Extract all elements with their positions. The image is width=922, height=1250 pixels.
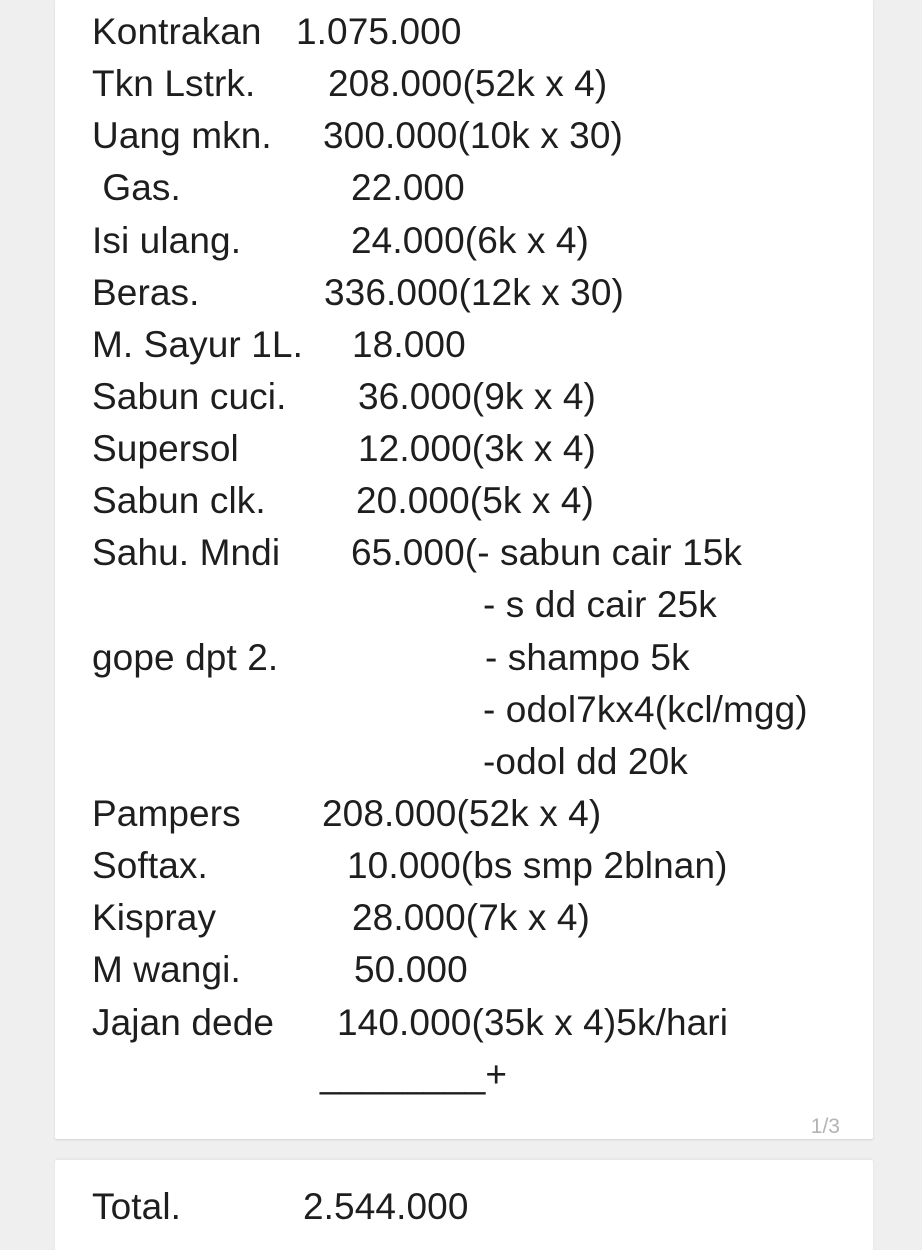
item-label-jajan-dede: Jajan dede bbox=[92, 1002, 275, 1043]
item-label-supersol: Supersol bbox=[92, 428, 239, 469]
item-label-kispray: Kispray bbox=[92, 897, 217, 938]
page-indicator: 1/3 bbox=[810, 1115, 840, 1138]
item-label-softax: Softax. bbox=[92, 845, 208, 886]
item-label-kontrakan: Kontrakan bbox=[92, 11, 262, 52]
item-label-sabun-mandi: Sahu. Mndi bbox=[92, 532, 281, 573]
item-label-m-wangi: M wangi. bbox=[92, 949, 241, 990]
subitem-sabun-dd-cair: - s dd cair 25k bbox=[483, 584, 717, 625]
item-value-supersol: 12.000(3k x 4) bbox=[358, 428, 596, 469]
item-value-token-listrik: 208.000(52k x 4) bbox=[328, 63, 608, 104]
item-label-token-listrik: Tkn Lstrk. bbox=[92, 63, 256, 104]
item-value-isi-ulang: 24.000(6k x 4) bbox=[351, 220, 589, 261]
total-label: Total. bbox=[92, 1186, 182, 1227]
subitem-shampo: - shampo 5k bbox=[485, 637, 690, 678]
item-value-minyak-sayur: 18.000 bbox=[352, 324, 466, 365]
subitem-odol-dede: -odol dd 20k bbox=[483, 741, 688, 782]
total-value: 2.544.000 bbox=[303, 1186, 469, 1227]
item-value-beras: 336.000(12k x 30) bbox=[324, 272, 624, 313]
item-value-kispray: 28.000(7k x 4) bbox=[352, 897, 590, 938]
item-label-sabun-colek: Sabun clk. bbox=[92, 480, 266, 521]
subitem-label-gope: gope dpt 2. bbox=[92, 637, 279, 678]
item-value-gas: 22.000 bbox=[351, 167, 465, 208]
item-label-minyak-sayur: M. Sayur 1L. bbox=[92, 324, 303, 365]
sum-line: ________+ bbox=[320, 1054, 508, 1095]
item-value-sabun-mandi: 65.000(- sabun cair 15k bbox=[351, 532, 743, 573]
item-value-m-wangi: 50.000 bbox=[354, 949, 468, 990]
item-value-pampers: 208.000(52k x 4) bbox=[322, 793, 602, 834]
note-page-1 bbox=[55, 0, 873, 1139]
item-value-softax: 10.000(bs smp 2blnan) bbox=[347, 845, 728, 886]
item-value-uang-makan: 300.000(10k x 30) bbox=[323, 115, 623, 156]
item-label-isi-ulang: Isi ulang. bbox=[92, 220, 242, 261]
item-label-beras: Beras. bbox=[92, 272, 200, 313]
item-label-gas: Gas. bbox=[92, 167, 181, 208]
item-label-pampers: Pampers bbox=[92, 793, 241, 834]
item-value-sabun-cuci: 36.000(9k x 4) bbox=[358, 376, 596, 417]
item-value-sabun-colek: 20.000(5k x 4) bbox=[356, 480, 594, 521]
subitem-odol-kecil: - odol7kx4(kcl/mgg) bbox=[483, 689, 808, 730]
note-page-2 bbox=[55, 1160, 873, 1250]
item-label-uang-makan: Uang mkn. bbox=[92, 115, 272, 156]
item-value-kontrakan: 1.075.000 bbox=[296, 11, 462, 52]
item-value-jajan-dede: 140.000(35k x 4)5k/hari bbox=[337, 1002, 729, 1043]
item-label-sabun-cuci: Sabun cuci. bbox=[92, 376, 287, 417]
